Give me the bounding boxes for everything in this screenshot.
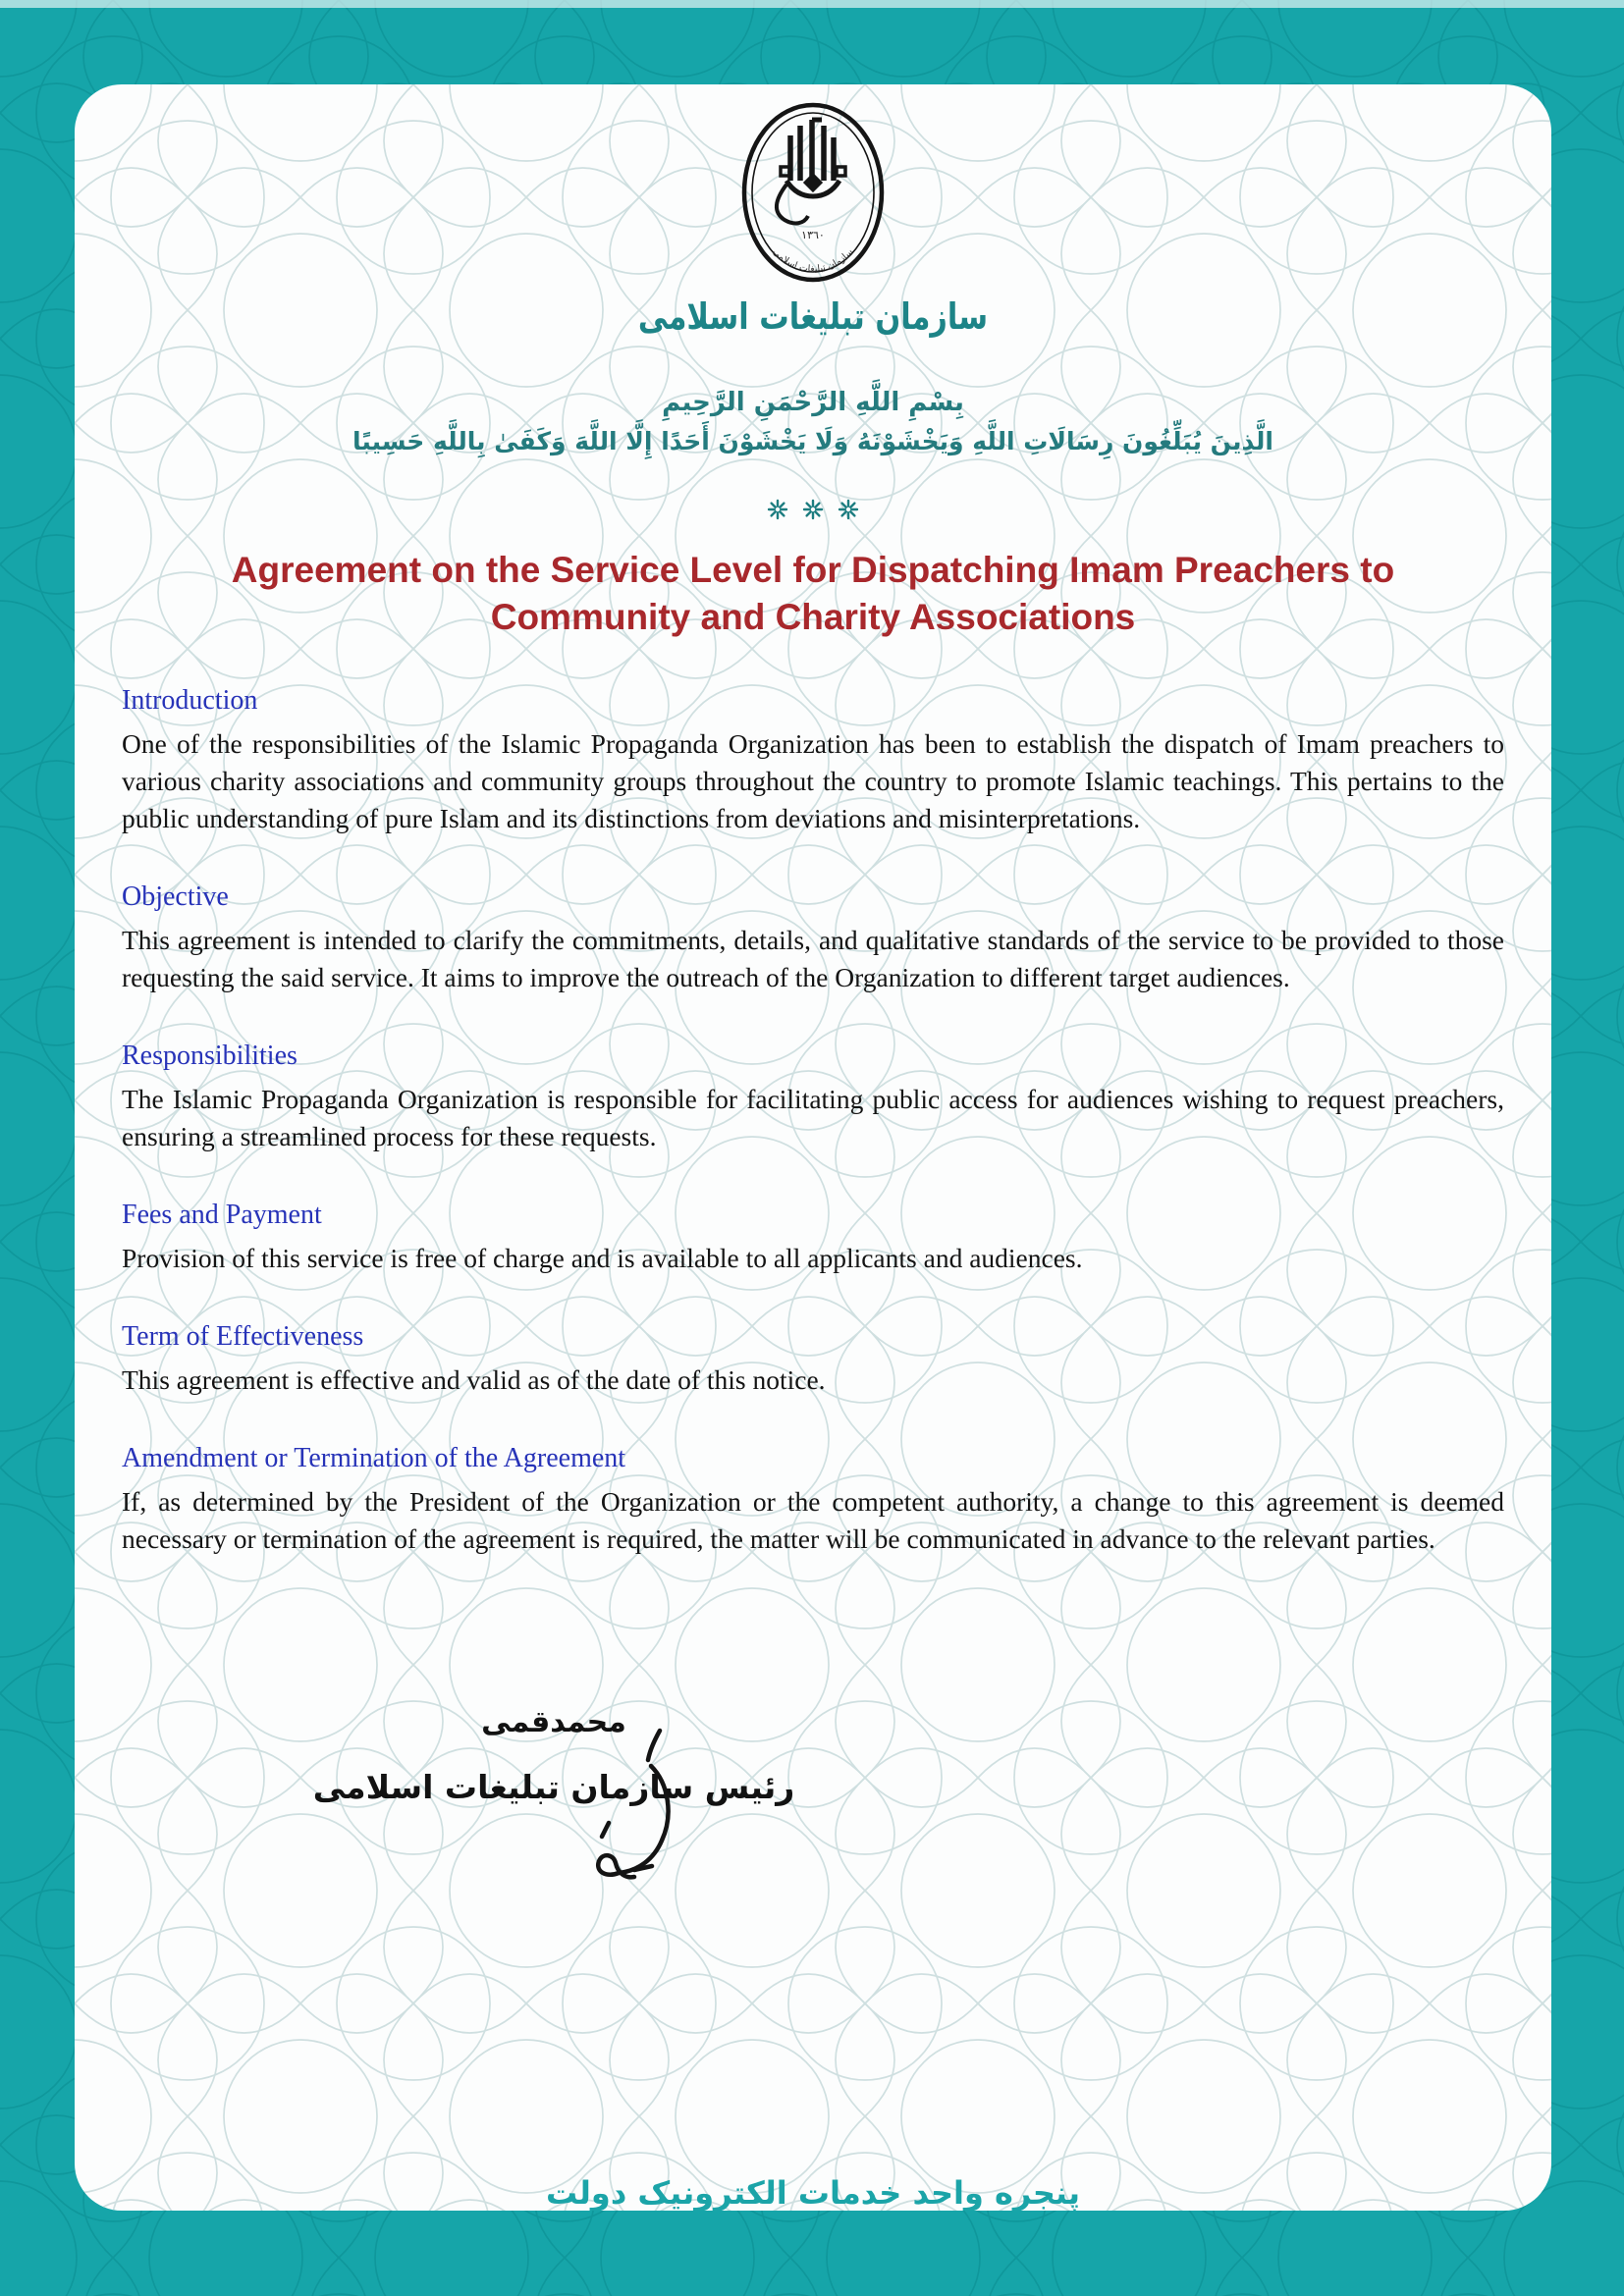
section-body: The Islamic Propaganda Organization is responsible for facilitating public access for audiences wishing to request preachers, ensuring a streamlined process for these requests. [122,1084,1504,1151]
ornament-flowers-icon [754,498,872,521]
section-heading: Objective [122,881,229,912]
section-amendment-or-termination [122,1442,1504,1558]
section-objective [122,881,1504,996]
section-heading: Responsibilities [122,1041,298,1071]
certificate-card [75,84,1551,2211]
sections [122,684,1504,1558]
section-body: If, as determined by the President of the Organization or the competent authority, a change to this agreement is deemed necessary or termination of the agreement is required, the matter will be communicated in advance to the relevant parties. [122,1486,1504,1554]
section-heading: Amendment or Termination of the Agreement [122,1443,626,1473]
handwritten-signature-icon [566,1725,713,1887]
section-introduction [122,684,1504,837]
section-heading: Term of Effectiveness [122,1321,364,1352]
organization-calligraphy: سازمان تبلیغات اسلامی [637,295,989,338]
section-body: This agreement is intended to clarify the commitments, details, and qualitative standards of the service to be provided to those requesting the said service. It aims to improve the outreach of the Organization to different target audiences. [122,925,1504,992]
ornament-row [122,498,1504,521]
islamic-propaganda-organization-emblem-icon [739,100,887,285]
emblem-wrap [122,100,1504,290]
section-fees-and-payment [122,1199,1504,1277]
section-responsibilities [122,1040,1504,1155]
emblem-year: ١٣٦٠ [801,229,825,241]
quran-verse-line: الَّذِينَ يُبَلِّغُونَ رِسَالَاتِ اللَّهِ وَيَخْشَوْنَهُ وَلَا يَخْشَوْنَ أَحَدًا إِلَّا اللَّهَ وَكَفَىٰ بِاللَّهِ حَسِيبًا [352,427,1273,455]
top-edge-highlight [0,0,1624,8]
section-body: Provision of this service is free of charge and is available to all applicants and audiences. [122,1243,1083,1273]
signature-block [279,1703,829,1809]
emblem-ring-text: سازمان تبلیغات اسلامی [770,246,856,275]
signatory-role: رئیس سازمان تبلیغات اسلامی [312,1768,795,1806]
page-title: Agreement on the Service Level for Dispatching Imam Preachers to Community and Charity Associations [231,550,1395,637]
signatory-name: محمدقمی [481,1705,626,1739]
emblem-allah-calligraphy [777,120,845,223]
section-body: One of the responsibilities of the Islamic Propaganda Organization has been to establish the dispatch of Imam preachers to various charity associations and community groups throughout the country to promote Islamic teachings. This pertains to the public understanding of pure Islam and its distinctions from deviations and misinterpretations. [122,728,1504,833]
footer-service-window-label: پنجره واحد خدمات الکترونیک دولت [546,2174,1080,2211]
section-body: This agreement is effective and valid as of the date of this notice. [122,1364,826,1395]
bismillah-line: بِسْمِ اللَّهِ الرَّحْمَنِ الرَّحِيمِ [662,388,964,417]
section-heading: Fees and Payment [122,1200,322,1230]
section-heading: Introduction [122,685,258,716]
section-term-of-effectiveness [122,1320,1504,1399]
